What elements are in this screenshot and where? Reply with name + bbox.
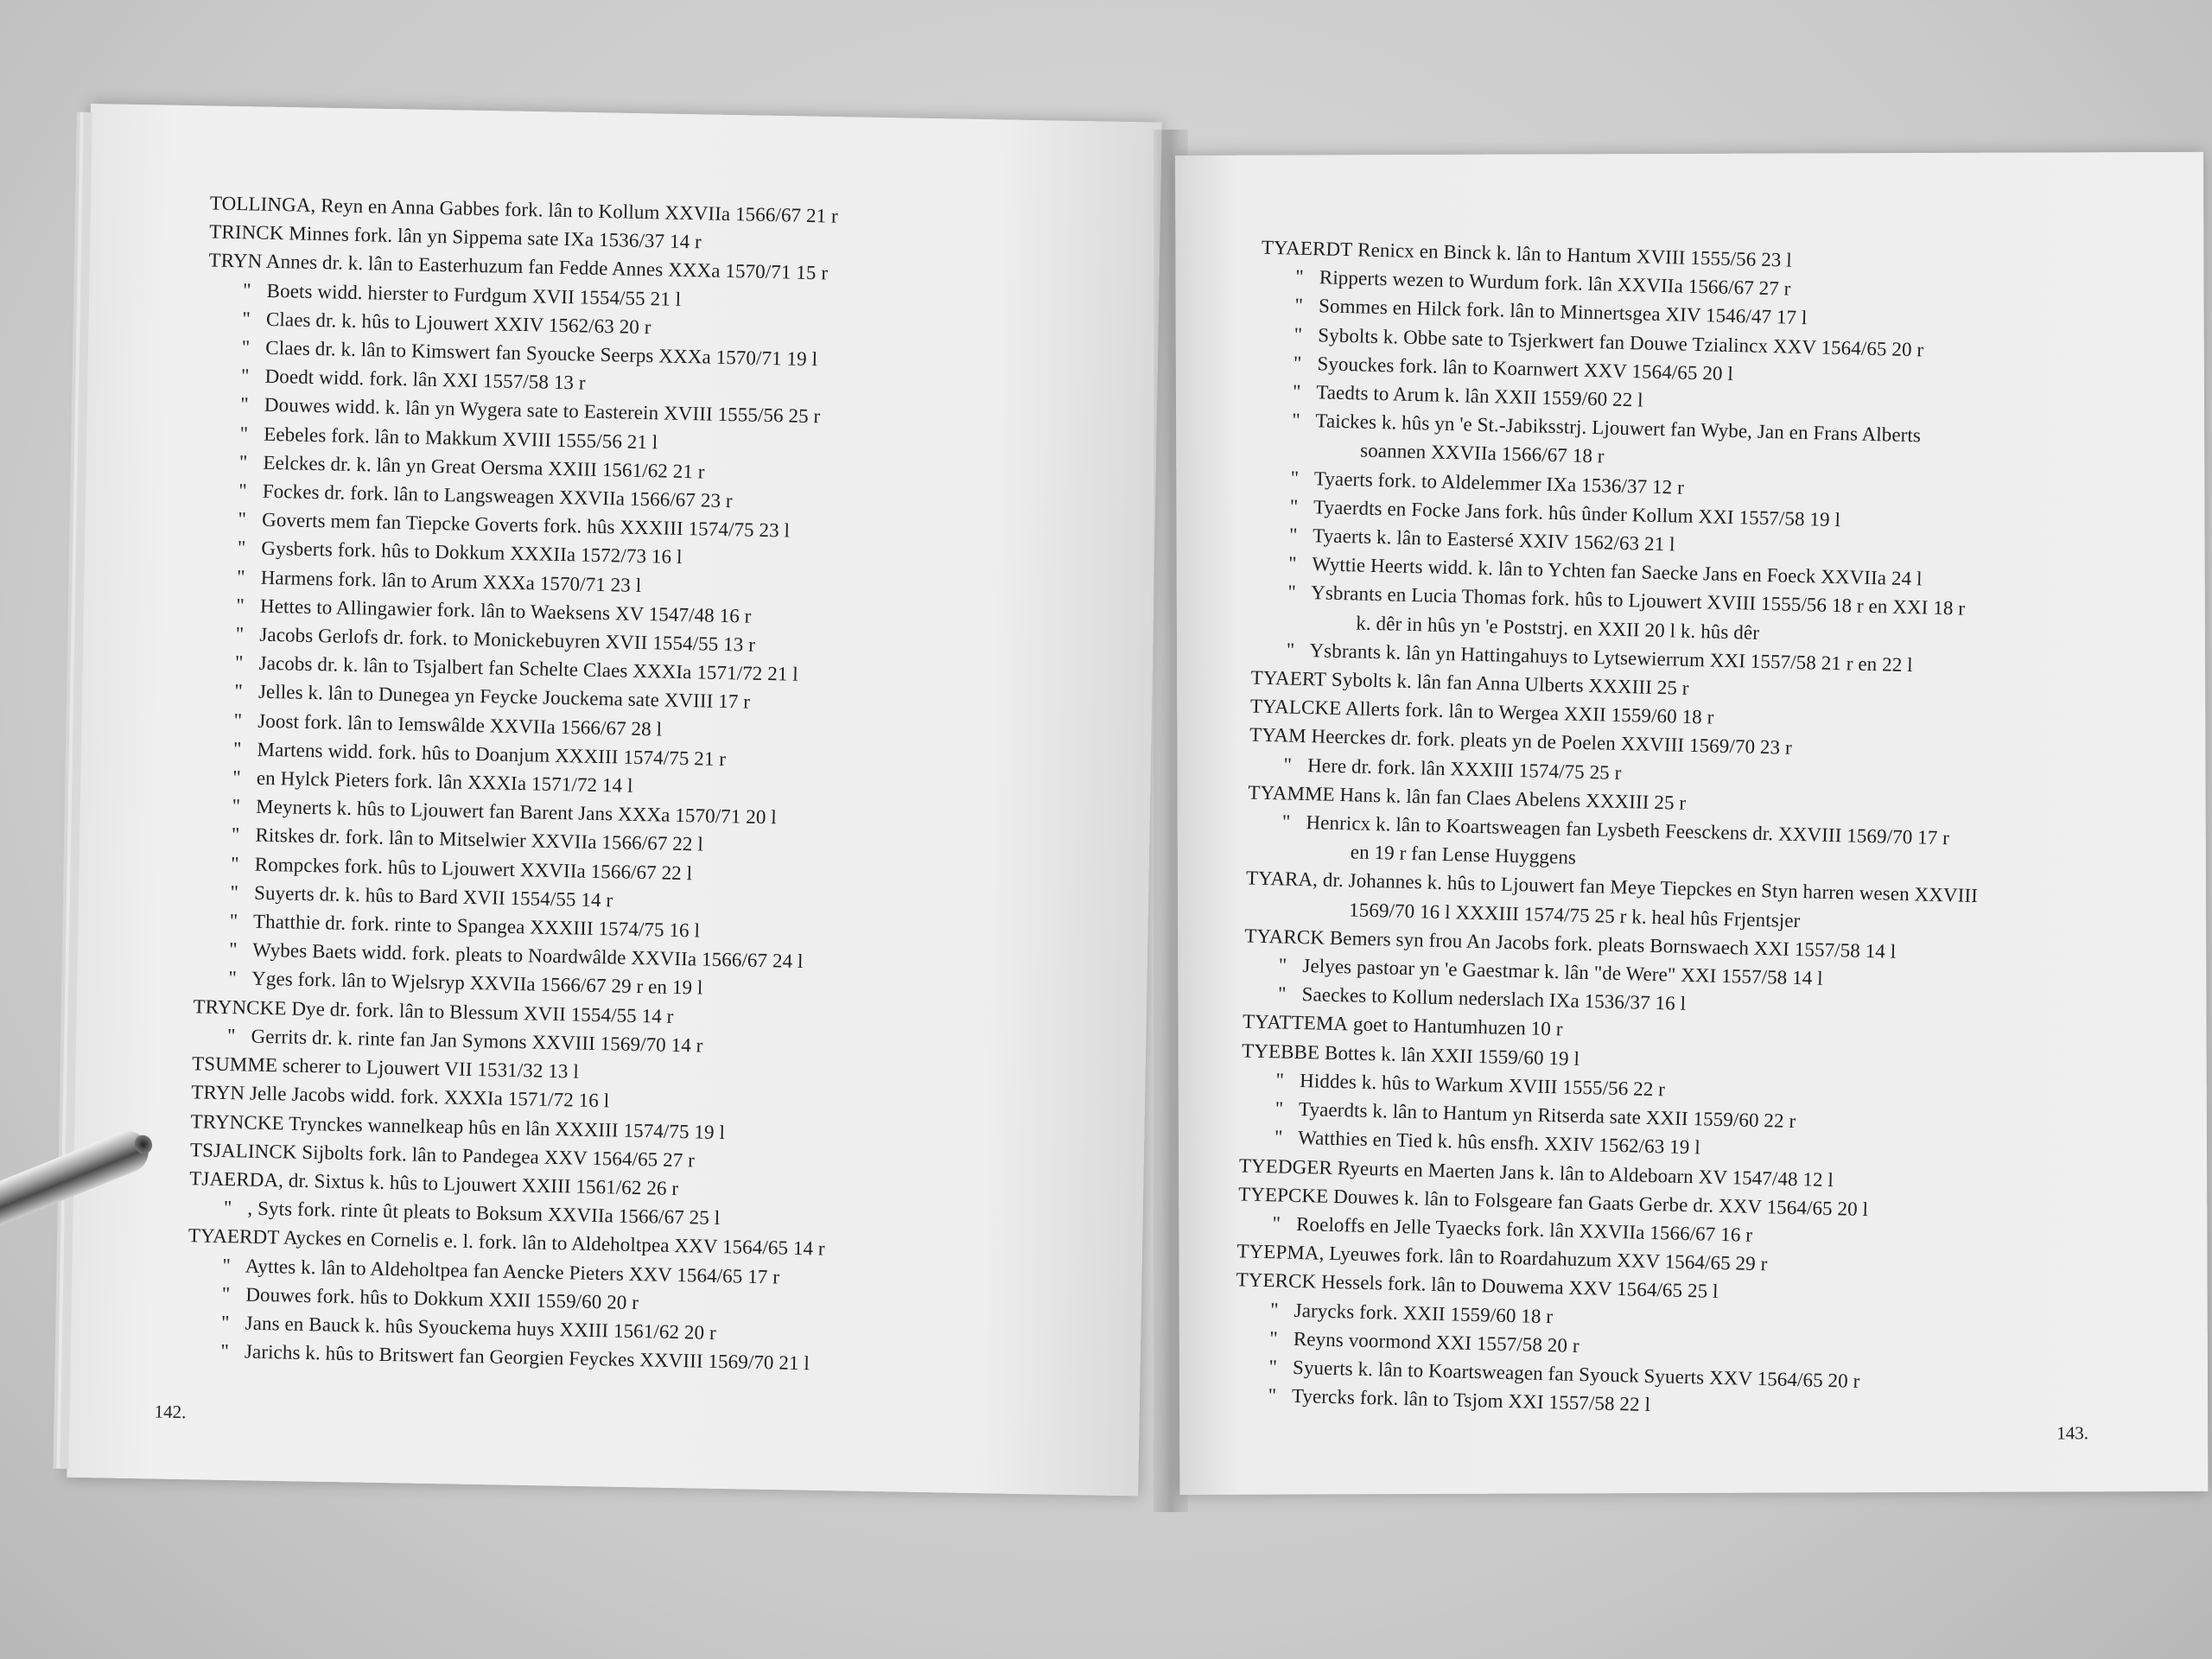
entry-surname: TRINCK (209, 220, 284, 245)
ditto-mark: " (1277, 982, 1287, 1005)
entry-text: en Hylck Pieters fork. lân XXXIa 1571/72 14 l (256, 766, 633, 797)
ditto-mark: " (1274, 1126, 1283, 1148)
ditto-mark: " (229, 910, 238, 932)
right-page (1175, 152, 2208, 1495)
left-page-entries (186, 188, 1135, 1383)
entry-surname: TYAERT (1250, 666, 1327, 690)
entry-text: Douwes k. lân to Folsgeare fan Gaats Gerbe dr. XXV 1564/65 20 l (1332, 1185, 1869, 1220)
entry-surname: TYAERDT (188, 1224, 280, 1249)
ditto-mark: " (221, 1282, 231, 1305)
ditto-mark: " (242, 308, 251, 330)
ditto-mark: " (1269, 1298, 1279, 1321)
entry-continuation: k. dêr in hûs yn 'e Poststrj. en XXII 20 l k. hûs dêr (1356, 612, 1760, 644)
entry-text: Jarycks fork. XXII 1559/60 18 r (1294, 1299, 1554, 1327)
ditto-mark: " (238, 508, 247, 531)
entry-text: Jans en Bauck k. hûs Syouckema huys XXIII 1561/62 20 r (245, 1312, 717, 1344)
entry-text: Tyercks fork. lân to Tsjom XXI 1557/58 22 l (1291, 1385, 1651, 1416)
entry-text: Syuerts k. lân to Koartsweagen fan Syouck Syuerts XXV 1564/65 20 r (1292, 1356, 1860, 1392)
entry-surname: TYAM (1249, 723, 1306, 747)
ditto-mark: " (230, 880, 239, 904)
ditto-mark: " (222, 1254, 232, 1276)
entry-text: scherer to Ljouwert VII 1531/32 13 l (282, 1054, 580, 1083)
ditto-mark: " (223, 1197, 232, 1219)
entry-text: Harmens fork. lân to Arum XXXa 1570/71 23 l (260, 566, 642, 596)
entry-text: Gerrits dr. k. rinte fan Jan Symons XXVIII 1569/70 14 r (251, 1025, 703, 1057)
entry-text: Watthies en Tied k. hûs ensfh. XXIV 1562/63 19 l (1297, 1127, 1701, 1159)
entry-text: Ayttes k. lân to Aldeholtpea fan Aencke Pieters XXV 1564/65 17 r (245, 1255, 780, 1288)
entry-text: Ayckes en Cornelis e. l. fork. lân to Aldeholtpea XXV 1564/65 14 r (283, 1226, 825, 1260)
ditto-mark: " (239, 422, 249, 445)
entry-text: Douwes widd. k. lân yn Wygera sate to Easterein XVIII 1555/56 25 r (264, 394, 821, 428)
ditto-mark: " (1294, 295, 1304, 317)
entry-text: Gysberts fork. hûs to Dokkum XXXIIa 1572/73 16 l (261, 537, 683, 569)
entry-text: Wybes Baets widd. fork. pleats to Noardwâlde XXVIIa 1566/67 24 l (252, 938, 804, 973)
ditto-mark: " (232, 766, 242, 789)
ditto-mark: " (234, 652, 244, 674)
entry-text: Sybolts k. lân fan Anna Ulberts XXXIII 25 r (1331, 668, 1689, 699)
entry-text: Hiddes k. hûs to Warkum XVIII 1555/56 22 r (1299, 1069, 1666, 1101)
entry-surname: TOLLINGA, (209, 192, 316, 216)
entry-text: Hans k. lân fan Claes Abelens XXXIII 25 r (1339, 783, 1687, 814)
ditto-mark: " (1289, 495, 1299, 518)
entry-text: Jarichs k. hûs to Britswert fan Georgien Feyckes XXVIII 1569/70 21 l (244, 1340, 810, 1375)
ditto-mark: " (1288, 524, 1298, 546)
ditto-mark: " (220, 1340, 230, 1363)
entry-text: Jelle Jacobs widd. fork. XXXIa 1571/72 16 l (249, 1082, 610, 1112)
entry-text: Boets widd. hierster to Furdgum XVII 1554/55 21 l (266, 279, 682, 310)
entry-text: Hessels fork. lân to Douwema XXV 1564/65 25 l (1320, 1271, 1719, 1303)
entry-text: Ysbrants en Lucia Thomas fork. hûs to Ljouwert XVIII 1555/56 18 r en XXI 18 r (1310, 582, 1966, 620)
entry-text: Allerts fork. lân to Wergea XXII 1559/60 18 r (1344, 697, 1714, 728)
ditto-mark: " (1283, 753, 1293, 776)
entry-text: Jelles k. lân to Dunegea yn Feycke Jouckema sate XVIII 17 r (257, 681, 751, 714)
entry-text: Ysbrants k. lân yn Hattingahuys to Lytsewierrum XXI 1557/58 21 r en 22 l (1309, 639, 1914, 677)
entry-text: Minnes fork. lân yn Sippema sate IXa 1536/37 14 r (289, 222, 702, 253)
ditto-mark: " (220, 1311, 230, 1334)
ditto-mark: " (228, 938, 238, 961)
ditto-mark: " (1275, 1069, 1285, 1091)
entry-text: Taedts to Arum k. lân XXII 1559/60 22 l (1315, 381, 1644, 411)
entry-text: Claes dr. k. hûs to Ljouwert XXIV 1562/63 20 r (265, 308, 652, 338)
ditto-mark: " (241, 336, 251, 359)
entry-text: Here dr. fork. lân XXXIII 1574/75 25 r (1306, 753, 1622, 784)
ditto-mark: " (1292, 380, 1301, 403)
entry-text: Henricx k. lân to Koartsweagen fan Lysbeth Feesckens dr. XXVIII 1569/70 17 r (1306, 811, 1950, 849)
entry-text: Ritskes dr. fork. lân to Mitselwier XXVIIa 1566/67 22 l (255, 824, 704, 856)
ditto-mark: " (238, 480, 248, 502)
entry-text: Jacobs dr. k. lân to Tsjalbert fan Schelte Claes XXXIa 1571/72 21 l (258, 652, 799, 686)
ditto-mark: " (240, 365, 250, 387)
entry-surname: TYARCK (1244, 925, 1325, 949)
entry-surname: TYAERDT (1261, 236, 1353, 261)
entry-text: Renicx en Binck k. lân to Hantum XVIII 1555/56 23 l (1357, 238, 1793, 271)
entry-text: Trynckes wannelkeap hûs en lân XXXIII 1574/75 19 l (288, 1112, 726, 1143)
entry-text: Joost fork. lân to Iemswâlde XXVIIa 1566/67 28 l (257, 709, 663, 741)
entry-text: Hettes to Allingawier fork. lân to Waeksens XV 1547/48 16 r (259, 594, 752, 627)
ditto-mark: " (1294, 323, 1303, 346)
entry-surname: TRYN (208, 249, 263, 273)
ditto-mark: " (1290, 467, 1300, 489)
entry-text: Syouckes fork. lân to Koarnwert XXV 1564/65 20 l (1317, 353, 1734, 385)
entry-text: Claes dr. k. lân to Kimswert fan Syoucke Seerps XXXa 1570/71 19 l (265, 336, 818, 371)
ditto-mark: " (228, 967, 238, 989)
entry-text: Saeckes to Kollum nederslach IXa 1536/37 16 l (1301, 983, 1687, 1015)
entry-text: dr. Sixtus k. hûs to Ljouwert XXIII 1561/62 26 r (288, 1169, 679, 1199)
right-page-entries (1233, 233, 2177, 1432)
entry-continuation: soannen XXVIIa 1566/67 18 r (1359, 439, 1605, 467)
entry-surname: TYALCKE (1249, 695, 1342, 720)
entry-text: Ryeurts en Maerten Jans k. lân to Aldeboarn XV 1547/48 12 l (1337, 1156, 1834, 1191)
ditto-mark: " (237, 537, 246, 559)
entry-continuation: en 19 r fan Lense Huyggens (1350, 841, 1577, 869)
ditto-mark: " (1274, 1097, 1284, 1120)
ditto-mark: " (1281, 810, 1291, 833)
entry-text: Eebeles fork. lân to Makkum XVIII 1555/56 21 l (263, 423, 658, 453)
ditto-mark: " (1293, 352, 1302, 374)
entry-surname: TYEDGER (1238, 1154, 1333, 1179)
entry-surname: TSJALINCK (189, 1138, 297, 1163)
entry-text: Bottes k. lân XXII 1559/60 19 l (1324, 1041, 1580, 1070)
entry-text: Goverts mem fan Tiepcke Goverts fork. hûs XXXIII 1574/75 23 l (261, 509, 791, 542)
ditto-mark: " (230, 852, 239, 874)
entry-text: Eelckes dr. k. lân yn Great Oersma XXIII 1561/62 21 r (263, 451, 705, 483)
entry-text: Martens widd. fork. hûs to Doanjum XXXIII 1574/75 21 r (257, 738, 727, 770)
ditto-mark: " (1291, 409, 1301, 432)
entry-text: goet to Hantumhuzen 10 r (1352, 1013, 1563, 1040)
entry-text: Suyerts dr. k. hûs to Bard XVII 1554/55 14 r (253, 881, 613, 912)
right-page-number: 143. (2056, 1422, 2088, 1444)
ditto-mark: " (1268, 1356, 1278, 1378)
entry-surname: TRYNCKE (193, 995, 287, 1020)
ditto-mark: " (234, 680, 244, 702)
ditto-mark: " (235, 623, 245, 645)
ditto-mark: " (233, 709, 243, 731)
entry-text: Fockes dr. fork. lân to Langsweagen XXVIIa 1566/67 23 r (262, 480, 733, 512)
entry-surname: TRYNCKE (190, 1109, 284, 1134)
ditto-mark: " (238, 451, 248, 474)
entry-text: Sommes en Hilck fork. lân to Minnertsgea XIV 1546/47 17 l (1318, 295, 1808, 329)
ditto-mark: " (226, 1024, 236, 1047)
entry-text: , Syts fork. rinte ût pleats to Boksum XXVIIa 1566/67 25 l (247, 1197, 721, 1230)
entry-text: Douwes fork. hûs to Dokkum XXII 1559/60 20 r (245, 1283, 639, 1313)
entry-text: Roeloffs en Jelle Tyaecks fork. lân XXVIIa 1566/67 16 r (1295, 1212, 1753, 1246)
entry-surname: TSUMME (191, 1052, 278, 1077)
ditto-mark: " (236, 594, 245, 617)
entry-text: dr. Johannes k. hûs to Ljouwert fan Meye Tiepckes en Styn harren wesen XXVIII (1322, 869, 1979, 907)
ditto-mark: " (232, 795, 241, 817)
entry-text: Dye dr. fork. lân to Blessum XVII 1554/55 14 r (291, 997, 674, 1027)
entry-surname: TYATTEMA (1242, 1010, 1349, 1035)
left-page (67, 104, 1162, 1496)
entry-text: Lyeuwes fork. lân to Roardahuzum XXV 1564/65 29 r (1329, 1243, 1768, 1275)
entry-surname: TYEPMA, (1236, 1240, 1325, 1264)
entry-surname: TYERCK (1236, 1268, 1317, 1293)
entry-text: Sijbolts fork. lân to Pandegea XXV 1564/65 27 r (302, 1141, 696, 1172)
entry-surname: TYARA, (1245, 867, 1319, 891)
entry-surname: TYAMME (1248, 781, 1336, 805)
entry-text: Annes dr. k. lân to Easterhuzum fan Fedde Annes XXXa 1570/71 15 r (265, 251, 829, 284)
ditto-mark: " (1272, 1212, 1281, 1235)
entry-text: Tyaerdts en Focke Jans fork. hûs ûnder Kollum XXI 1557/58 19 l (1313, 496, 1841, 531)
entry-surname: TYEBBE (1241, 1039, 1320, 1064)
entry-text: Tyaerdts k. lân to Hantum yn Ritserda sate XXII 1559/60 22 r (1298, 1098, 1796, 1133)
entry-text: Heerckes dr. fork. pleats yn de Poelen XXVIII 1569/70 23 r (1311, 725, 1793, 760)
ditto-mark: " (236, 565, 245, 588)
entry-text: Jacobs Gerlofs dr. fork. to Monickebuyren XVII 1554/55 13 r (259, 623, 756, 656)
entry-text: Sybolts k. Obbe sate to Tsjerkwert fan Douwe Tzialincx XXV 1564/65 20 r (1318, 323, 1924, 361)
entry-text: Tyaerts fork. to Aldelemmer IXa 1536/37 12 r (1313, 467, 1685, 499)
entry-text: Jelyes pastoar yn 'e Gaestmar k. lân "de Were" XXI 1557/58 14 l (1302, 955, 1824, 989)
ditto-mark: " (240, 393, 250, 416)
entry-text: Meynerts k. hûs to Ljouwert fan Barent Jans XXXa 1570/71 20 l (255, 795, 778, 829)
entry-text: Bemers syn frou An Jacobs fork. pleats Bornswaech XXI 1557/58 14 l (1329, 926, 1897, 963)
entry-surname: TJAERDA, (189, 1167, 284, 1192)
ditto-mark: " (242, 278, 251, 302)
entry-text: Tyaerts k. lân to Eastersé XXIV 1562/63 21 l (1312, 524, 1675, 556)
entry-continuation: 1569/70 16 l XXXIII 1574/75 25 r k. heal hûs Frjentsjer (1348, 899, 1801, 931)
left-page-number: 142. (154, 1401, 187, 1423)
entry-text: Yges fork. lân to Wjelsryp XXVIIa 1566/67 29 r en 19 l (251, 968, 703, 1000)
ditto-mark: " (1268, 1384, 1277, 1407)
entry-surname: TRYN (191, 1081, 245, 1104)
ditto-mark: " (232, 737, 242, 760)
entry-text: Doedt widd. fork. lân XXI 1557/58 13 r (264, 365, 586, 394)
entry-text: Taickes k. hûs yn 'e St.-Jabiksstrj. Ljouwert fan Wybe, Jan en Frans Alberts (1315, 410, 1922, 447)
entry-text: Rompckes fork. hûs to Ljouwert XXVIIa 1566/67 22 l (254, 853, 693, 884)
ditto-mark: " (231, 823, 240, 846)
entry-text: Reyn en Anna Gabbes fork. lân to Kollum XXVIIa 1566/67 21 r (321, 194, 839, 227)
ditto-mark: " (1278, 954, 1287, 976)
entry-text: Wyttie Heerts widd. k. lân to Ychten fan Saecke Jans en Foeck XXVIIa 24 l (1312, 553, 1923, 590)
ditto-mark: " (1287, 552, 1298, 575)
entry-text: Thatthie dr. fork. rinte to Spangea XXXIII 1574/75 16 l (252, 910, 701, 942)
entry-text: Ripperts wezen to Wurdum fork. lân XXVIIa 1566/67 27 r (1319, 266, 1791, 300)
ditto-mark: " (1269, 1326, 1279, 1350)
entry-text: Reyns voormond XXI 1557/58 20 r (1293, 1327, 1580, 1357)
entry-surname: TYEPCKE (1237, 1183, 1329, 1207)
ditto-mark: " (1286, 639, 1295, 661)
ditto-mark: " (1295, 265, 1305, 289)
ditto-mark: " (1287, 581, 1297, 604)
